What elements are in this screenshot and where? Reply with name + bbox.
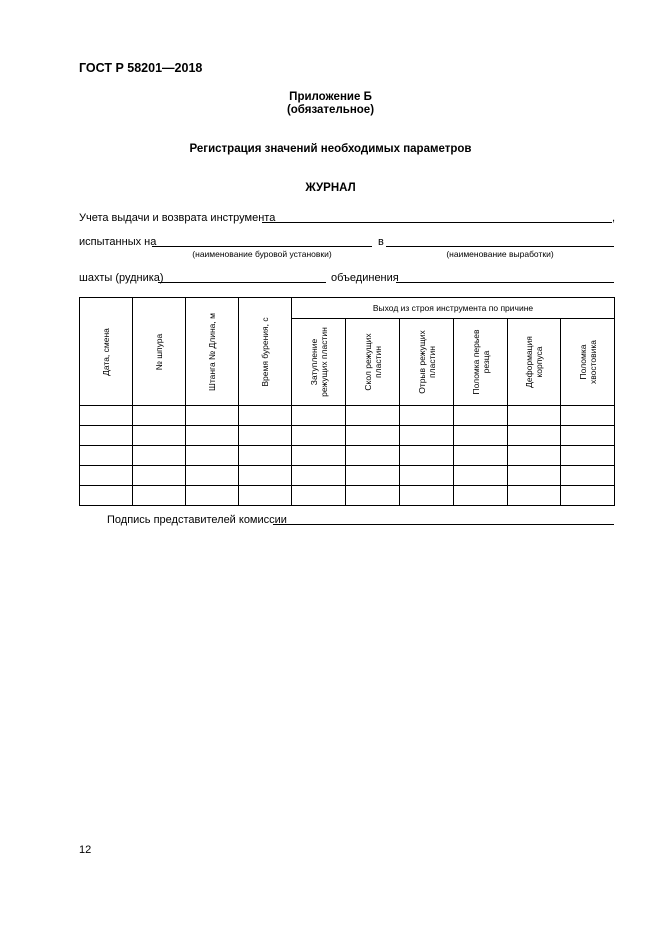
association-label: объединения	[331, 272, 399, 284]
table-cell[interactable]	[454, 426, 508, 446]
table-cell[interactable]	[186, 426, 239, 446]
signature-field[interactable]	[273, 524, 614, 525]
table-cell[interactable]	[454, 446, 508, 466]
table-cell[interactable]	[80, 426, 133, 446]
table-row	[80, 426, 615, 446]
section-title: Регистрация значений необходимых параметров	[189, 143, 472, 155]
table-cell[interactable]	[239, 466, 292, 486]
tool-issue-comma: ,	[612, 212, 616, 224]
table-cell[interactable]	[508, 486, 561, 506]
table-cell[interactable]	[400, 446, 454, 466]
col-header-hole-number: № шпура	[133, 298, 186, 406]
table-cell[interactable]	[346, 446, 400, 466]
col-header-chipping: Скол режущих пластин	[346, 319, 400, 406]
table-cell[interactable]	[186, 466, 239, 486]
table-cell[interactable]	[292, 406, 346, 426]
page-number: 12	[79, 844, 92, 856]
journal-title: ЖУРНАЛ	[305, 182, 356, 194]
table-cell[interactable]	[508, 406, 561, 426]
table-cell[interactable]	[186, 446, 239, 466]
table-cell[interactable]	[133, 466, 186, 486]
document-header: ГОСТ Р 58201—2018	[79, 61, 203, 75]
col-header-blunting: Затупление режущих пластин	[292, 319, 346, 406]
col-header-date-shift: Дата, смена	[80, 298, 133, 406]
table-cell[interactable]	[239, 406, 292, 426]
in-label: в	[378, 236, 384, 248]
col-header-drilling-time: Время бурения, с	[239, 298, 292, 406]
table-cell[interactable]	[292, 466, 346, 486]
appendix-title: Приложение Б	[289, 91, 372, 103]
table-row	[80, 466, 615, 486]
tool-issue-field[interactable]	[262, 222, 612, 223]
col-header-shank-breakage: Поломка хвостовика	[561, 319, 615, 406]
table-cell[interactable]	[454, 486, 508, 506]
journal-table	[79, 297, 615, 506]
table-cell[interactable]	[346, 466, 400, 486]
tested-on-label: испытанных на	[79, 236, 157, 248]
table-cell[interactable]	[80, 486, 133, 506]
drilling-rig-caption: (наименование буровой установки)	[192, 249, 332, 259]
table-cell[interactable]	[346, 406, 400, 426]
mine-working-field[interactable]	[386, 246, 614, 247]
table-cell[interactable]	[561, 406, 615, 426]
table-cell[interactable]	[133, 446, 186, 466]
col-header-body-deformation: Деформация корпуса	[508, 319, 561, 406]
table-cell[interactable]	[508, 446, 561, 466]
table-cell[interactable]	[561, 426, 615, 446]
table-cell[interactable]	[80, 406, 133, 426]
table-cell[interactable]	[454, 406, 508, 426]
col-header-detachment: Отрыв режущих пластин	[400, 319, 454, 406]
col-header-failure-cause-group: Выход из строя инструмента по причине	[292, 298, 615, 319]
table-cell[interactable]	[292, 426, 346, 446]
table-cell[interactable]	[400, 406, 454, 426]
table-cell[interactable]	[400, 426, 454, 446]
table-row	[80, 406, 615, 426]
journal-table-body	[80, 406, 615, 506]
table-cell[interactable]	[454, 466, 508, 486]
table-cell[interactable]	[133, 486, 186, 506]
table-cell[interactable]	[561, 466, 615, 486]
table-cell[interactable]	[239, 426, 292, 446]
association-field[interactable]	[396, 282, 614, 283]
mine-field[interactable]	[158, 282, 326, 283]
table-cell[interactable]	[239, 486, 292, 506]
col-header-rod-length: Штанга № Длина, м	[186, 298, 239, 406]
table-cell[interactable]	[400, 486, 454, 506]
mine-label: шахты (рудника)	[79, 272, 164, 284]
table-cell[interactable]	[186, 406, 239, 426]
table-cell[interactable]	[400, 466, 454, 486]
appendix-type: (обязательное)	[286, 104, 375, 116]
table-row	[80, 446, 615, 466]
table-cell[interactable]	[239, 446, 292, 466]
table-cell[interactable]	[133, 406, 186, 426]
table-cell[interactable]	[561, 486, 615, 506]
table-cell[interactable]	[292, 446, 346, 466]
signature-label: Подпись представителей комиссии	[107, 514, 287, 526]
table-cell[interactable]	[292, 486, 346, 506]
mine-working-caption: (наименование выработки)	[446, 249, 554, 259]
table-cell[interactable]	[133, 426, 186, 446]
table-cell[interactable]	[346, 426, 400, 446]
table-cell[interactable]	[80, 466, 133, 486]
table-cell[interactable]	[508, 466, 561, 486]
table-cell[interactable]	[346, 486, 400, 506]
table-row	[80, 486, 615, 506]
table-cell[interactable]	[561, 446, 615, 466]
table-cell[interactable]	[508, 426, 561, 446]
table-cell[interactable]	[186, 486, 239, 506]
tool-issue-label: Учета выдачи и возврата инструмента	[79, 212, 276, 224]
drilling-rig-field[interactable]	[152, 246, 372, 247]
col-header-wing-breakage: Поломка перьев резца	[454, 319, 508, 406]
table-cell[interactable]	[80, 446, 133, 466]
